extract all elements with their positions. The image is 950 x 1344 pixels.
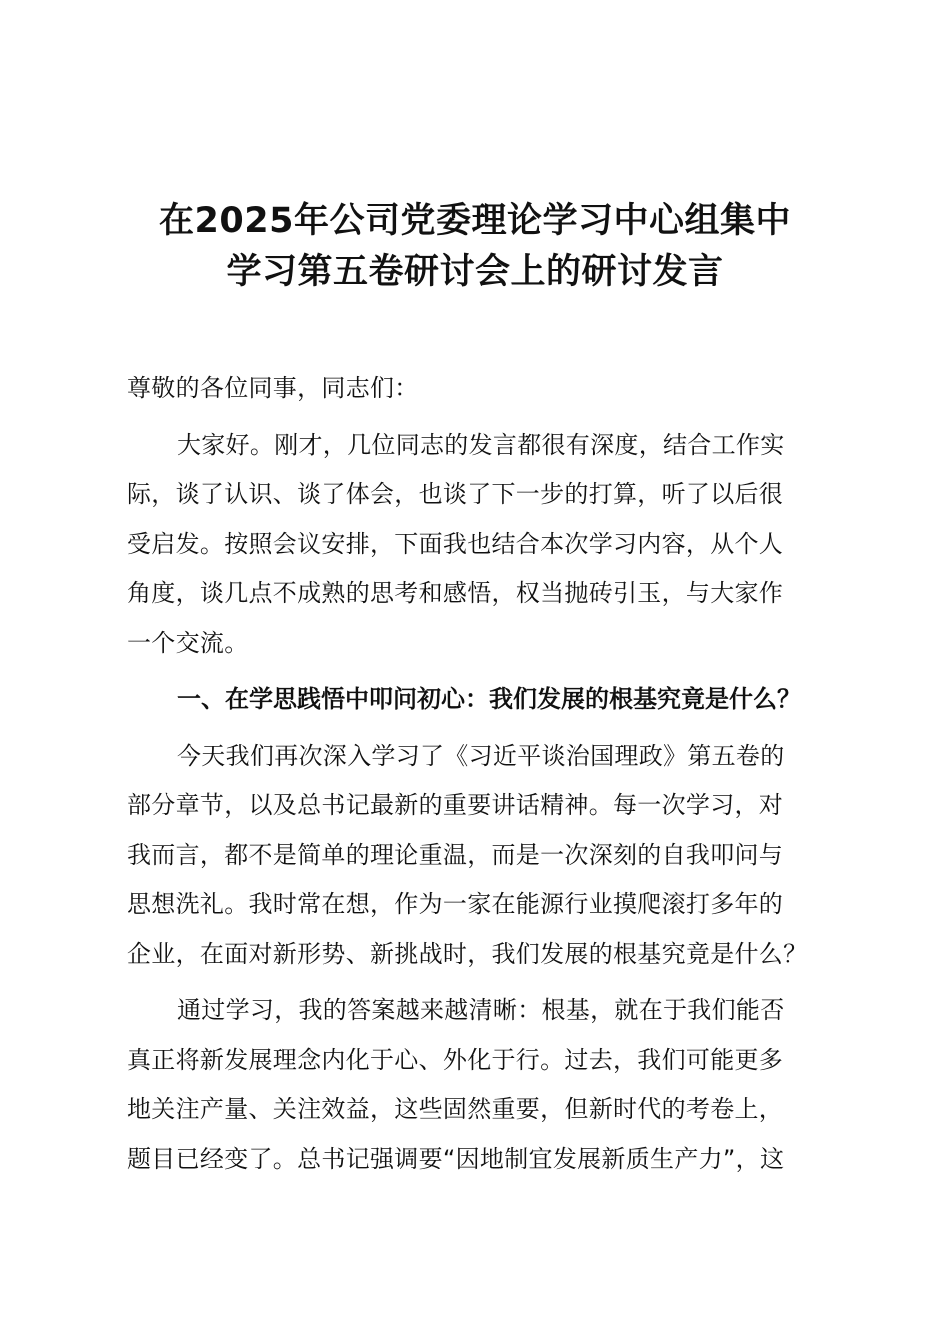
paragraph-line: 题目已经变了。总书记强调要“因地制宜发展新质生产力”，这 — [127, 1144, 785, 1173]
paragraph-line: 受启发。按照会议安排，下面我也结合本次学习内容，从个人 — [127, 529, 784, 558]
paragraph-line: 大家好。刚才，几位同志的发言都很有深度，结合工作实 — [177, 430, 785, 459]
paragraph-line: 际，谈了认识、谈了体会，也谈了下一步的打算，听了以后很 — [127, 480, 784, 508]
paragraph-answer — [127, 986, 827, 1184]
title-line-2: 学习第五卷研讨会上的研讨发言 — [226, 252, 724, 292]
paragraph-line: 一个交流。 — [127, 628, 249, 657]
section-heading-text: 一、在学思践悟中叩问初心：我们发展的根基究竟是什么？ — [177, 685, 801, 713]
paragraph-line: 地关注产量、关注效益，这些固然重要，但新时代的考卷上， — [127, 1095, 784, 1123]
title-line-1: 在2025年公司党委理论学习中心组集中 — [159, 201, 791, 241]
paragraph-line: 思想洗礼。我时常在想，作为一家在能源行业摸爬滚打多年的 — [127, 890, 784, 918]
section-heading-1 — [127, 675, 827, 725]
document-title — [100, 196, 850, 298]
salutation: 尊敬的各位同事，同志们： — [127, 374, 419, 402]
paragraph-line: 真正将新发展理念内化于心、外化于行。过去，我们可能更多 — [127, 1045, 784, 1074]
paragraph-line: 部分章节，以及总书记最新的重要讲话精神。每一次学习，对 — [127, 791, 784, 819]
paragraph-line: 企业，在面对新形势、新挑战时，我们发展的根基究竟是什么？ — [127, 939, 808, 968]
paragraph-line: 通过学习，我的答案越来越清晰：根基，就在于我们能否 — [177, 996, 785, 1024]
paragraph-study — [127, 732, 827, 980]
document-body — [127, 364, 827, 1191]
paragraph-line: 今天我们再次深入学习了《习近平谈治国理政》第五卷的 — [177, 741, 785, 770]
paragraph-line: 我而言，都不是简单的理论重温，而是一次深刻的自我叩问与 — [127, 840, 784, 869]
paragraph-line: 角度，谈几点不成熟的思考和感悟，权当抛砖引玉，与大家作 — [127, 579, 784, 607]
paragraph-opening — [127, 421, 827, 669]
